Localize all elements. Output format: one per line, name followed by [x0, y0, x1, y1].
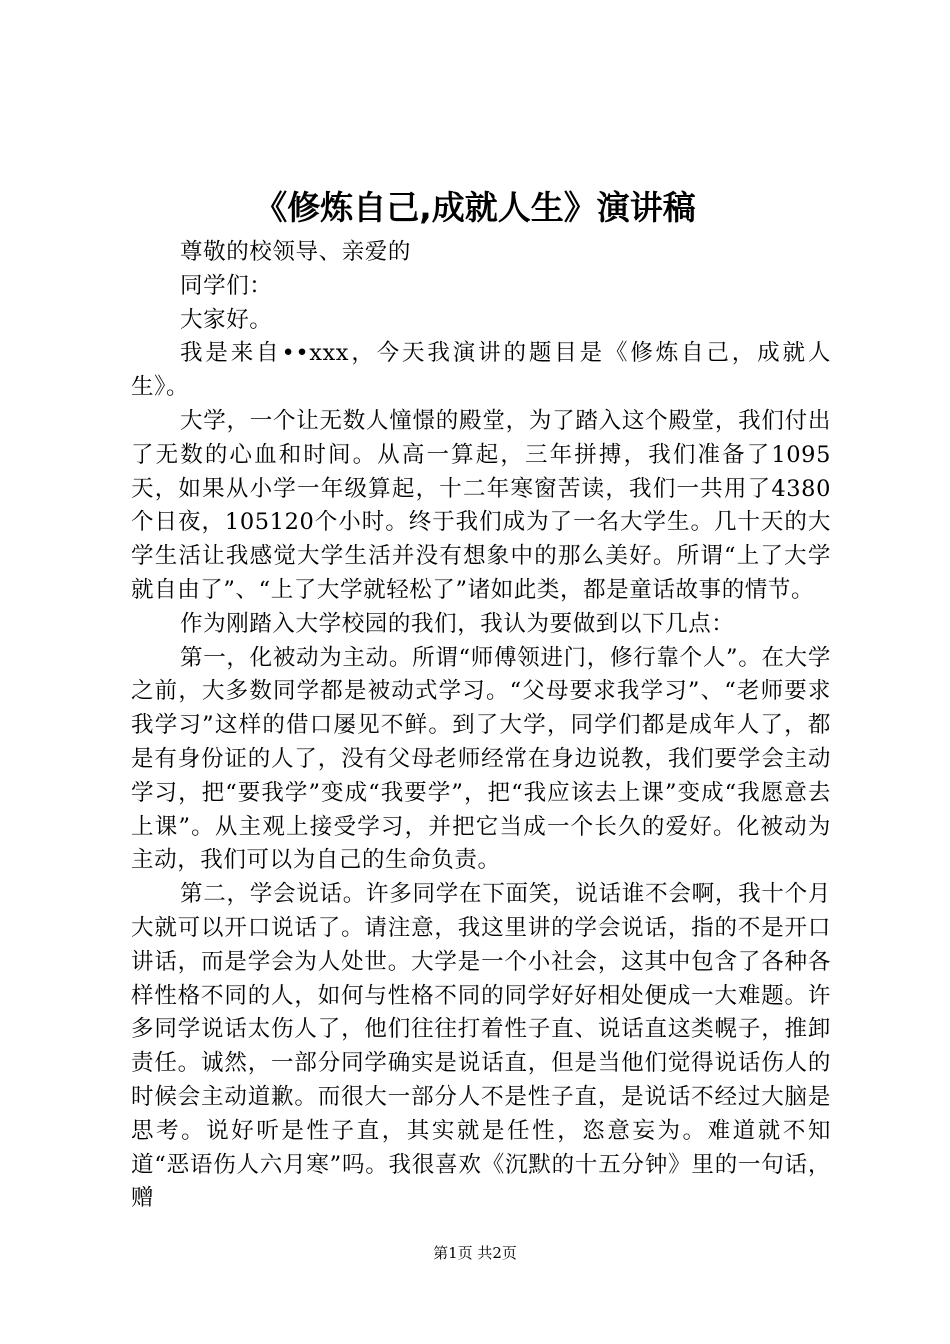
document-body: [131, 236, 831, 1216]
paragraph-hello: 大家好。: [180, 306, 273, 333]
paragraph-points-intro: 作为刚踏入大学校园的我们，我认为要做到以下几点：: [180, 610, 735, 637]
paragraph-greeting-continued: 同学们：: [180, 272, 273, 299]
paragraph-introduction: 我是来自••xxx，今天我演讲的题目是《修炼自己，成就人生》。: [131, 340, 831, 401]
paragraph-point-one: 第一，化被动为主动。所谓“师傅领进门，修行靠个人”。在大学之前，大多数同学都是被动式学习。“父母要求我学习”、“老师要求我学习”这样的借口屡见不鲜。到了大学，同学们都是成年人了，都是有身份证的人了，没有父母老师经常在身边说教，我们要学会主动学习，把“要我学”变成“我要学”，把“我应该去上课”变成“我愿意去上课”。从主观上接受学习，并把它当成一个长久的爱好。化被动为主动，我们可以为自己的生命负责。: [131, 644, 831, 874]
paragraph-university: 大学，一个让无数人憧憬的殿堂，为了踏入这个殿堂，我们付出了无数的心血和时间。从高一算起，三年拼搏，我们准备了1095天，如果从小学一年级算起，十二年寒窗苦读，我们一共用了4380个日夜，105120个小时。终于我们成为了一名大学生。几十天的大学生活让我感觉大学生活并没有想象中的那么美好。所谓“上了大学就自由了”、“上了大学就轻松了”诸如此类，都是童话故事的情节。: [131, 407, 831, 603]
paragraph-greeting: 尊敬的校领导、亲爱的: [180, 239, 412, 265]
document-title: 《修炼自己,成就人生》演讲稿: [254, 188, 696, 227]
paragraph-point-two: 第二，学会说话。许多同学在下面笑，说话谁不会啊，我十个月大就可以开口说话了。请注意，我这里讲的学会说话，指的不是开口讲话，而是学会为人处世。大学是一个小社会，这其中包含了各种各样性格不同的人，如何与性格不同的同学好好相处便成一大难题。许多同学说话太伤人了，他们往往打着性子直、说话直这类幌子，推卸责任。诚然，一部分同学确实是说话直，但是当他们觉得说话伤人的时候会主动道歉。而很大一部分人不是性子直，是说话不经过大脑是思考。说好听是性子直，其实就是任性，恣意妄为。难道就不知道“恶语伤人六月寒”吗。我很喜欢《沉默的十五分钟》里的一句话，赠: [131, 881, 831, 1212]
page-footer: 第1页 共2页: [433, 1244, 517, 1262]
